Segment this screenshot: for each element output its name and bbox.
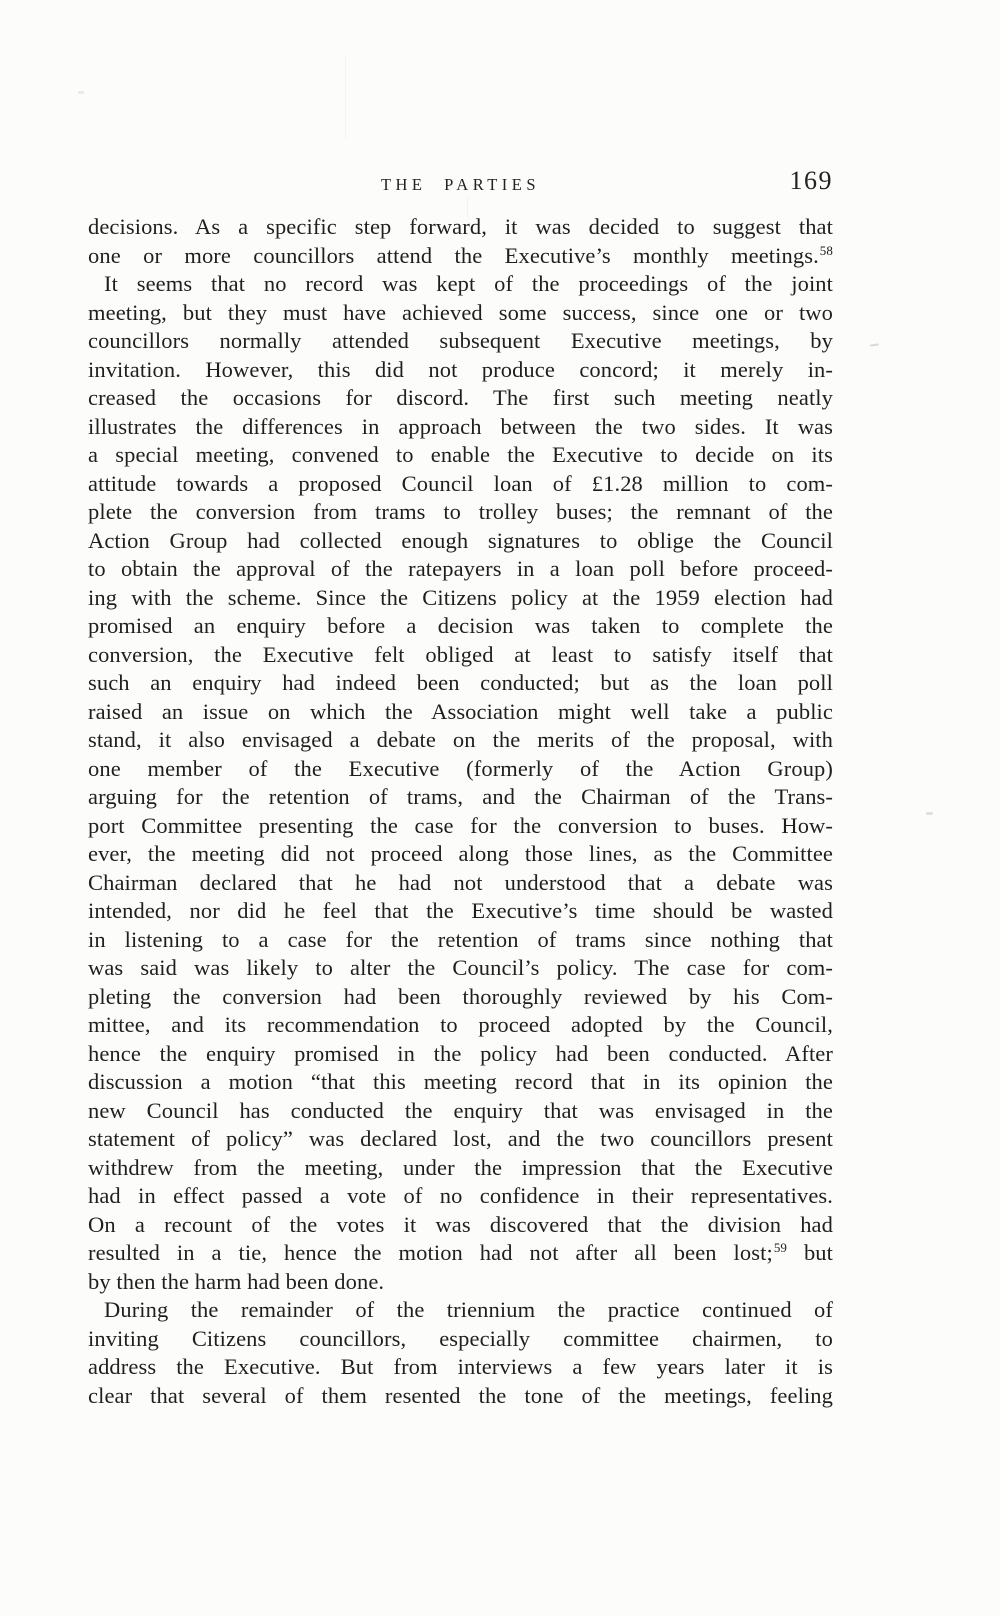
text-line: invitation. However, this did not produce concord; it merely in- bbox=[88, 356, 833, 382]
running-header-title: THE PARTIES bbox=[380, 175, 541, 194]
text-line: illustrates the differences in approach between the two sides. It was bbox=[88, 413, 833, 439]
text-line: councillors normally attended subsequent Executive meetings, by bbox=[88, 328, 833, 353]
text-line: ever, the meeting did not proceed along those lines, as the Committee bbox=[88, 841, 833, 866]
text-line: was said was likely to alter the Council’s policy. The case for com- bbox=[88, 955, 833, 980]
text-line: intended, nor did he feel that the Executive’s time should be wasted bbox=[88, 898, 833, 923]
running-header bbox=[88, 168, 833, 198]
text-line: new Council has conducted the enquiry that was envisaged in the bbox=[88, 1097, 833, 1123]
text-line: inviting Citizens councillors, especially committee chairmen, to bbox=[88, 1325, 833, 1351]
text-line: had in effect passed a vote of no confidence in their representatives. bbox=[88, 1183, 833, 1208]
text-line: raised an issue on which the Association might well take a public bbox=[88, 698, 833, 724]
text-line: pleting the conversion had been thoroughly reviewed by his Com- bbox=[88, 983, 833, 1009]
page-text bbox=[88, 213, 833, 1410]
text-line: clear that several of them resented the tone of the meetings, feeling bbox=[88, 1382, 833, 1408]
page-number: 169 bbox=[789, 166, 833, 195]
text-line: hence the enquiry promised in the policy had been conducted. After bbox=[88, 1040, 833, 1066]
text-line: port Committee presenting the case for the conversion to buses. How- bbox=[88, 812, 833, 838]
text-line: attitude towards a proposed Council loan of £1.28 million to com- bbox=[88, 470, 833, 496]
text-line: such an enquiry had indeed been conducted; but as the loan poll bbox=[88, 670, 833, 695]
scan-speck bbox=[345, 55, 346, 140]
text-line: On a recount of the votes it was discovered that the division had bbox=[88, 1211, 833, 1237]
text-line: arguing for the retention of trams, and the Chairman of the Trans- bbox=[88, 784, 833, 809]
scan-speck bbox=[870, 343, 879, 346]
text-line: discussion a motion “that this meeting record that in its opinion the bbox=[88, 1069, 833, 1094]
text-line: It seems that no record was kept of the proceedings of the joint bbox=[104, 271, 833, 296]
text-line: one member of the Executive (formerly of the Action Group) bbox=[88, 755, 833, 781]
text-line: by then the harm had been done. bbox=[88, 1268, 385, 1294]
text-line: resulted in a tie, hence the motion had not after all been lost;$^{59}$ but bbox=[88, 1240, 833, 1265]
text-line: Action Group had collected enough signatures to oblige the Council bbox=[88, 527, 833, 553]
scan-speck bbox=[926, 812, 933, 815]
text-line: address the Executive. But from interviews a few years later it is bbox=[88, 1354, 833, 1379]
text-line: meeting, but they must have achieved some success, since one or two bbox=[88, 299, 833, 325]
text-line: plete the conversion from trams to trolley buses; the remnant of the bbox=[88, 499, 833, 524]
text-line: creased the occasions for discord. The first such meeting neatly bbox=[88, 385, 833, 410]
text-line: decisions. As a specific step forward, it was decided to suggest that bbox=[88, 214, 833, 239]
text-line: statement of policy” was declared lost, and the two councillors present bbox=[88, 1126, 833, 1151]
text-line: mittee, and its recommendation to proceed adopted by the Council, bbox=[88, 1012, 833, 1037]
text-line: in listening to a case for the retention of trams since nothing that bbox=[88, 926, 833, 952]
scan-speck bbox=[78, 91, 84, 94]
text-line: ing with the scheme. Since the Citizens policy at the 1959 election had bbox=[88, 584, 833, 610]
scan-speck bbox=[467, 196, 468, 218]
text-line: stand, it also envisaged a debate on the merits of the proposal, with bbox=[88, 727, 833, 752]
text-line: a special meeting, convened to enable the Executive to decide on its bbox=[88, 442, 833, 467]
footnote-marker: 59 bbox=[773, 1240, 788, 1255]
text-line: withdrew from the meeting, under the impression that the Executive bbox=[88, 1154, 833, 1180]
text-line: to obtain the approval of the ratepayers in a loan poll before proceed- bbox=[88, 556, 833, 581]
text-line: one or more councillors attend the Executive’s monthly meetings.$^{58}$ bbox=[88, 242, 833, 268]
footnote-marker: 58 bbox=[819, 242, 833, 258]
text-line: promised an enquiry before a decision was taken to complete the bbox=[88, 613, 833, 638]
text-line: Chairman declared that he had not understood that a debate was bbox=[88, 869, 833, 895]
text-line: During the remainder of the triennium the practice continued of bbox=[104, 1297, 833, 1322]
text-line: conversion, the Executive felt obliged at least to satisfy itself that bbox=[88, 641, 833, 667]
